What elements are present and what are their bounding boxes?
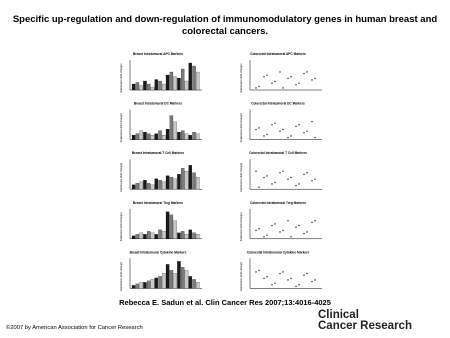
- colorectal-point: [258, 127, 259, 128]
- breast-bar: [185, 81, 188, 90]
- journal-logo-line-2: Cancer Research: [318, 320, 412, 332]
- breast-bar: [177, 233, 180, 239]
- breast-bar: [177, 132, 180, 140]
- colorectal-point: [274, 182, 275, 183]
- colorectal-y-axis-label: Expression (fold change): [240, 63, 243, 93]
- breast-bar: [192, 173, 195, 190]
- colorectal-point: [255, 271, 256, 272]
- breast-y-axis-label: Expression (fold change): [120, 262, 123, 291]
- breast-bar: [155, 179, 158, 190]
- colorectal-panel-title: Colorectal Intratumoral APC Markers: [250, 52, 306, 56]
- colorectal-point: [282, 87, 283, 88]
- breast-bar: [185, 134, 188, 140]
- colorectal-point: [311, 79, 312, 80]
- colorectal-point: [303, 73, 304, 74]
- breast-bar: [181, 231, 184, 239]
- journal-logo-line-1: Clinical: [318, 309, 359, 321]
- colorectal-point: [314, 137, 315, 138]
- breast-bar: [162, 182, 165, 190]
- colorectal-panel-title: Colorectal Intratumoral T Cell Markers: [249, 151, 307, 156]
- breast-bar: [147, 231, 150, 239]
- breast-bar: [170, 270, 173, 288]
- breast-panel-title: Breast Intratumoral Treg Markers: [132, 200, 184, 205]
- breast-bar: [192, 66, 195, 90]
- breast-bar: [136, 134, 139, 140]
- breast-bar: [189, 63, 192, 90]
- breast-bar: [140, 182, 143, 190]
- breast-bar: [177, 261, 180, 288]
- colorectal-point: [295, 84, 296, 85]
- breast-bar: [132, 84, 135, 90]
- colorectal-point: [263, 236, 264, 237]
- colorectal-point: [295, 227, 296, 228]
- colorectal-point: [290, 278, 291, 279]
- breast-bar: [189, 165, 192, 189]
- colorectal-point: [279, 71, 280, 72]
- colorectal-point: [287, 220, 288, 221]
- breast-bar: [140, 233, 143, 239]
- breast-bar: [155, 80, 158, 91]
- colorectal-point: [306, 172, 307, 173]
- breast-bar: [196, 177, 199, 189]
- colorectal-y-axis-label: Expression (fold change): [240, 262, 243, 291]
- colorectal-point: [258, 86, 259, 87]
- breast-bar: [143, 81, 146, 90]
- breast-bar: [166, 75, 169, 90]
- breast-bar: [147, 183, 150, 189]
- breast-bar: [132, 236, 135, 239]
- colorectal-point: [298, 83, 299, 84]
- breast-bar: [155, 278, 158, 289]
- colorectal-point: [295, 286, 296, 287]
- copyright: ©2007 by American Association for Cancer Research: [6, 325, 143, 331]
- colorectal-point: [311, 180, 312, 181]
- breast-bar: [151, 135, 154, 140]
- breast-bar: [181, 267, 184, 288]
- breast-bar: [189, 135, 192, 140]
- colorectal-point: [314, 220, 315, 221]
- colorectal-point: [279, 131, 280, 132]
- breast-bar: [162, 84, 165, 90]
- breast-bar: [166, 212, 169, 239]
- breast-bar: [147, 134, 150, 140]
- colorectal-point: [298, 124, 299, 125]
- breast-bar: [147, 281, 150, 289]
- colorectal-point: [314, 179, 315, 180]
- colorectal-point: [303, 132, 304, 133]
- breast-bar: [140, 86, 143, 91]
- breast-bar: [140, 282, 143, 288]
- breast-bar: [170, 215, 173, 239]
- colorectal-point: [266, 134, 267, 135]
- breast-bar: [196, 234, 199, 239]
- colorectal-point: [255, 230, 256, 231]
- colorectal-point: [295, 126, 296, 127]
- breast-bar: [196, 282, 199, 288]
- colorectal-point: [311, 222, 312, 223]
- colorectal-point: [266, 175, 267, 176]
- colorectal-point: [266, 235, 267, 236]
- colorectal-point: [311, 281, 312, 282]
- colorectal-point: [279, 273, 280, 274]
- breast-bar: [158, 180, 161, 189]
- breast-bar: [174, 221, 177, 239]
- colorectal-point: [282, 271, 283, 272]
- breast-bar: [151, 233, 154, 239]
- colorectal-point: [306, 273, 307, 274]
- journal-logo: [318, 310, 428, 332]
- colorectal-point: [290, 177, 291, 178]
- colorectal-point: [311, 121, 312, 122]
- breast-bar: [136, 183, 139, 189]
- breast-panel-title: Breast Intratumoral DC Markers: [133, 101, 183, 106]
- colorectal-point: [255, 129, 256, 130]
- colorectal-panel-title: Colorectal Intratumoral Treg Markers: [250, 200, 306, 205]
- breast-bar: [158, 131, 161, 140]
- colorectal-point: [314, 279, 315, 280]
- breast-bar: [177, 174, 180, 189]
- breast-bar: [174, 77, 177, 91]
- breast-bar: [196, 134, 199, 140]
- colorectal-point: [282, 129, 283, 130]
- colorectal-point: [306, 231, 307, 232]
- colorectal-point: [258, 228, 259, 229]
- colorectal-point: [298, 225, 299, 226]
- breast-y-axis-label: Expression (fold change): [120, 63, 123, 93]
- slide-title: [10, 14, 440, 38]
- colorectal-point: [266, 75, 267, 76]
- breast-bar: [162, 231, 165, 239]
- colorectal-panel-title: Colorectal Intratumoral Cytokine Markers: [246, 250, 310, 255]
- breast-bar: [170, 177, 173, 189]
- colorectal-point: [279, 172, 280, 173]
- breast-bar: [174, 273, 177, 288]
- colorectal-point: [298, 183, 299, 184]
- breast-bar: [162, 273, 165, 288]
- breast-bar: [151, 185, 154, 190]
- colorectal-point: [303, 174, 304, 175]
- colorectal-point: [287, 137, 288, 138]
- breast-bar: [189, 276, 192, 288]
- breast-bar: [140, 131, 143, 140]
- breast-bar: [151, 87, 154, 90]
- colorectal-y-axis-label: Expression (fold change): [240, 162, 243, 192]
- breast-bar: [189, 230, 192, 239]
- colorectal-point: [282, 230, 283, 231]
- colorectal-point: [279, 231, 280, 232]
- colorectal-point: [274, 81, 275, 82]
- breast-panel-title: Breast Intratumoral APC Markers: [132, 52, 184, 56]
- breast-bar: [147, 84, 150, 90]
- breast-bar: [177, 78, 180, 90]
- figure-panels: [118, 48, 332, 296]
- colorectal-y-axis-label: Expression (fold change): [240, 113, 243, 142]
- breast-y-axis-label: Expression (fold change): [120, 162, 123, 192]
- breast-bar: [196, 72, 199, 90]
- breast-panel-title: Breast Intratumoral T Cell Markers: [131, 151, 185, 156]
- colorectal-point: [306, 131, 307, 132]
- colorectal-point: [287, 279, 288, 280]
- breast-bar: [162, 135, 165, 140]
- breast-bar: [155, 134, 158, 140]
- breast-bar: [143, 132, 146, 140]
- breast-bar: [181, 131, 184, 140]
- breast-bar: [132, 135, 135, 140]
- colorectal-point: [282, 171, 283, 172]
- colorectal-point: [287, 179, 288, 180]
- breast-bar: [143, 282, 146, 288]
- breast-panel-title: Breast Intratumoral Cytokine Markers: [129, 250, 187, 255]
- colorectal-point: [295, 185, 296, 186]
- colorectal-point: [263, 278, 264, 279]
- colorectal-point: [274, 123, 275, 124]
- breast-bar: [166, 176, 169, 190]
- slide-title-line-1: Specific up-regulation and down-regulation of immunomodulatory genes in human breast and: [12, 14, 438, 25]
- colorectal-point: [271, 284, 272, 285]
- colorectal-point: [271, 225, 272, 226]
- colorectal-point: [271, 183, 272, 184]
- breast-bar: [166, 129, 169, 140]
- breast-bar: [170, 72, 173, 90]
- breast-bar: [174, 179, 177, 190]
- colorectal-point: [263, 76, 264, 77]
- breast-bar: [192, 233, 195, 239]
- colorectal-point: [258, 187, 259, 188]
- breast-bar: [158, 230, 161, 239]
- breast-bar: [181, 69, 184, 90]
- colorectal-point: [274, 223, 275, 224]
- colorectal-point: [274, 283, 275, 284]
- colorectal-point: [258, 270, 259, 271]
- colorectal-point: [255, 87, 256, 88]
- colorectal-point: [271, 83, 272, 84]
- breast-bar: [155, 234, 158, 239]
- breast-bar: [158, 81, 161, 90]
- breast-bar: [192, 279, 195, 288]
- breast-bar: [132, 185, 135, 190]
- slide-title-line-2: colorectal cancers.: [181, 26, 269, 37]
- colorectal-panel-title: Colorectal Intratumoral DC Markers: [251, 101, 305, 106]
- breast-bar: [151, 279, 154, 288]
- colorectal-point: [287, 78, 288, 79]
- breast-y-axis-label: Expression (fold change): [120, 113, 123, 142]
- breast-bar: [132, 285, 135, 288]
- breast-bar: [181, 168, 184, 189]
- colorectal-point: [298, 284, 299, 285]
- breast-y-axis-label: Expression (fold change): [120, 212, 123, 242]
- breast-bar: [143, 180, 146, 189]
- breast-bar: [170, 116, 173, 140]
- breast-bar: [166, 264, 169, 288]
- breast-bar: [158, 276, 161, 288]
- colorectal-point: [263, 177, 264, 178]
- breast-bar: [136, 83, 139, 91]
- breast-bar: [143, 234, 146, 239]
- colorectal-point: [303, 275, 304, 276]
- breast-bar: [136, 284, 139, 289]
- breast-bar: [174, 122, 177, 140]
- colorectal-point: [306, 71, 307, 72]
- colorectal-point: [290, 135, 291, 136]
- breast-bar: [192, 132, 195, 140]
- colorectal-point: [271, 124, 272, 125]
- colorectal-y-axis-label: Expression (fold change): [240, 212, 243, 242]
- colorectal-point: [290, 236, 291, 237]
- figure: [118, 48, 332, 296]
- breast-bar: [185, 270, 188, 288]
- breast-bar: [136, 234, 139, 239]
- breast-bar: [185, 171, 188, 189]
- colorectal-point: [314, 78, 315, 79]
- citation: Rebecca E. Sadun et al. Clin Cancer Res 2007;13:4016-4025: [119, 298, 331, 307]
- colorectal-point: [266, 276, 267, 277]
- colorectal-point: [290, 76, 291, 77]
- breast-bar: [185, 234, 188, 239]
- colorectal-point: [303, 233, 304, 234]
- colorectal-point: [263, 135, 264, 136]
- colorectal-point: [255, 171, 256, 172]
